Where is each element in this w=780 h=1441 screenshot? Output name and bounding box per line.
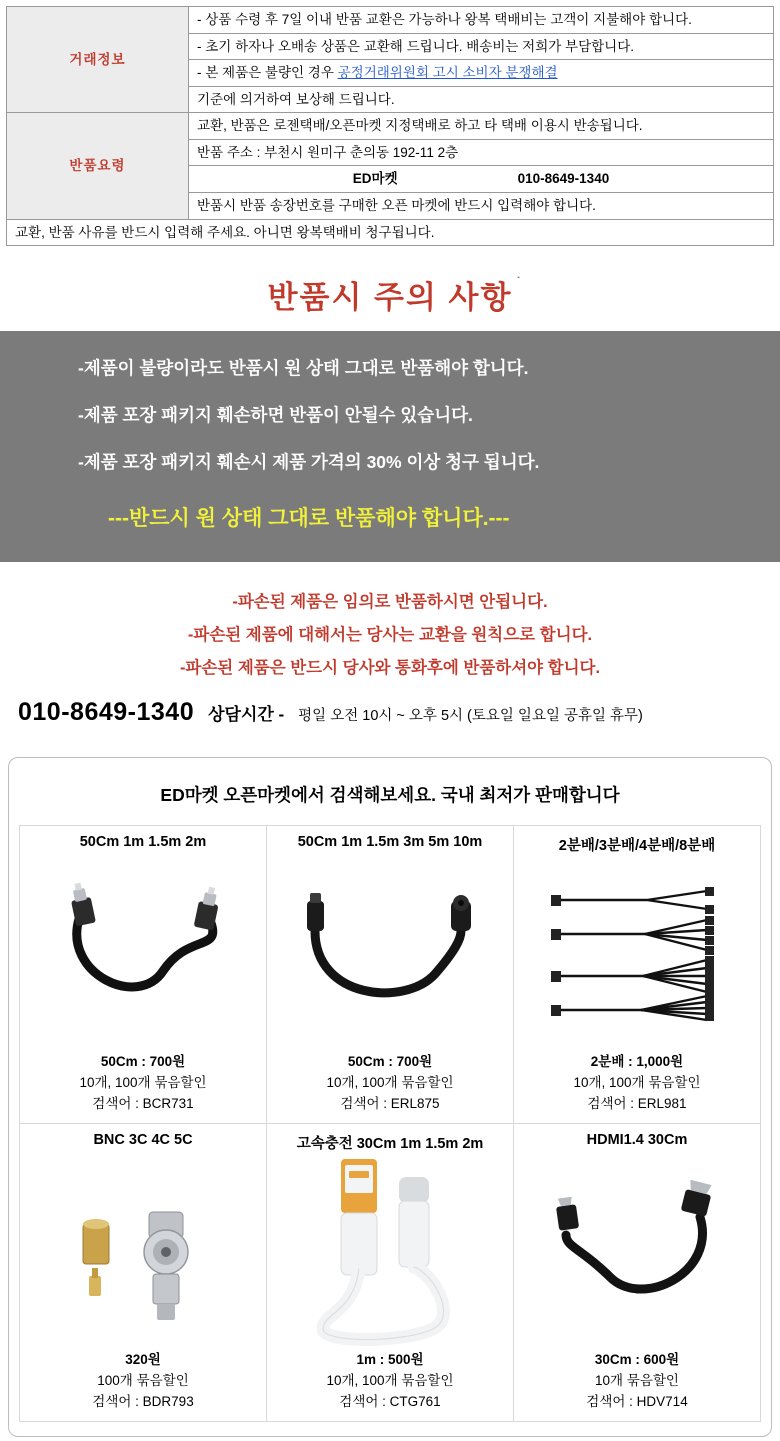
caution-note-2: -제품 포장 패키지 훼손하면 반품이 안될수 있습니다. — [78, 405, 473, 426]
product-title: 50Cm 1m 1.5m 2m — [79, 834, 207, 851]
contact-line — [18, 698, 780, 727]
return-policy-line-4: 교환, 반품 사유를 반드시 입력해 주세요. 아니면 왕복택배비 청구됩니다. — [7, 219, 774, 246]
product-cell-usb-c-cable[interactable] — [267, 1124, 514, 1422]
damage-warning-list — [0, 588, 780, 678]
product-keyword: 검색어 : BCR731 — [92, 1096, 194, 1112]
trade-info-line-2: - 초기 하자나 오배송 상품은 교환해 드립니다. 배송비는 저희가 부담합니다. — [189, 33, 774, 60]
caution-note-3: -제품 포장 패키지 훼손시 제품 가격의 30% 이상 청구 됩니다. — [78, 452, 540, 473]
product-price: 50Cm : 700원 — [100, 1054, 186, 1070]
return-policy-label: 반품요령 — [7, 113, 189, 219]
product-cell-dc-power-cable[interactable] — [267, 826, 514, 1124]
product-cell-dc-splitter[interactable] — [514, 826, 761, 1124]
product-title: HDMI1.4 30Cm — [586, 1132, 688, 1149]
product-price: 30Cm : 600원 — [594, 1352, 680, 1368]
product-title: 고속충전 30Cm 1m 1.5m 2m — [296, 1136, 484, 1153]
product-discount: 10개, 100개 묶음할인 — [573, 1075, 701, 1091]
product-grid — [19, 825, 761, 1422]
product-discount: 100개 묶음할인 — [97, 1373, 189, 1389]
shop-name: ED마켓 — [352, 171, 398, 187]
contact-hours: 평일 오전 10시 ~ 오후 5시 (토요일 일요일 공휴일 휴무) — [298, 708, 643, 725]
product-title: BNC 3C 4C 5C — [93, 1132, 193, 1149]
product-price: 1m : 500원 — [356, 1352, 424, 1368]
contact-label: 상담시간 - — [208, 705, 285, 725]
product-info — [573, 1052, 700, 1117]
product-panel-title: ED마켓 오픈마켓에서 검색해보세요. 국내 최저가 판매합니다 — [160, 785, 620, 806]
product-discount: 10개, 100개 묶음할인 — [79, 1075, 207, 1091]
shop-phone: 010-8649-1340 — [517, 171, 610, 187]
product-price: 320원 — [125, 1352, 161, 1368]
damage-warning-1: -파손된 제품은 임의로 반품하시면 안됩니다. — [232, 593, 548, 612]
product-info — [326, 1052, 453, 1117]
trade-info-line-4: 기준에 의거하여 보상해 드립니다. — [189, 86, 774, 113]
product-panel — [8, 757, 772, 1437]
caution-title-dot: ˙ — [516, 274, 523, 290]
product-keyword: 검색어 : CTG761 — [339, 1394, 441, 1410]
damage-warning-3: -파손된 제품은 반드시 당사와 통화후에 반품하셔야 합니다. — [179, 659, 601, 678]
product-title: 50Cm 1m 1.5m 3m 5m 10m — [297, 834, 483, 851]
product-cell-bnc-cable[interactable] — [20, 826, 267, 1124]
product-discount: 10개 묶음할인 — [595, 1373, 679, 1389]
product-discount: 10개, 100개 묶음할인 — [326, 1075, 454, 1091]
trade-info-line-1: - 상품 수령 후 7일 이내 반품 교환은 가능하나 왕복 택배비는 고객이 지불해야 합니다. — [189, 7, 774, 34]
contact-phone: 010-8649-1340 — [18, 698, 195, 727]
product-keyword: 검색어 : HDV714 — [586, 1394, 688, 1410]
caution-title-text: 반품시 주의 사항 — [267, 280, 513, 316]
product-info — [586, 1350, 687, 1415]
caution-note-1: -제품이 불량이라도 반품시 원 상태 그대로 반품해야 합니다. — [78, 358, 529, 379]
damage-warning-2: -파손된 제품에 대해서는 당사는 교환을 원칙으로 합니다. — [187, 626, 593, 645]
product-keyword: 검색어 : ERL875 — [340, 1096, 440, 1112]
trade-info-line-3 — [189, 60, 774, 87]
return-address-line: 반품 주소 : 부천시 원미구 춘의동 192-11 2층 — [189, 139, 774, 166]
trade-info-label: 거래정보 — [7, 7, 189, 113]
product-keyword: 검색어 : ERL981 — [587, 1096, 687, 1112]
product-discount: 10개, 100개 묶음할인 — [326, 1373, 454, 1389]
product-cell-hdmi-cable[interactable] — [514, 1124, 761, 1422]
product-price: 2분배 : 1,000원 — [590, 1054, 684, 1070]
product-info — [326, 1350, 453, 1415]
return-policy-line-3: 반품시 반품 송장번호를 구매한 오픈 마켓에 반드시 입력해야 합니다. — [189, 192, 774, 219]
return-shop-line — [189, 166, 774, 193]
hdmi-cable-icon — [518, 1153, 756, 1350]
product-title: 2분배/3분배/4분배/8분배 — [558, 838, 716, 855]
product-info — [92, 1350, 193, 1415]
return-policy-line-1: 교환, 반품은 로젠택배/오픈마켓 지정택배로 하고 타 택배 이용시 반송됩니다. — [189, 113, 774, 140]
fair-trade-link[interactable]: 공정거래위원회 고시 소비자 분쟁해결 — [337, 65, 558, 81]
caution-title — [0, 272, 780, 317]
caution-gray-box — [0, 331, 780, 562]
dc-splitter-icon — [518, 857, 756, 1052]
dc-power-cable-icon — [271, 855, 509, 1052]
trade-info-line-3-text: - 본 제품은 불량인 경우 — [197, 65, 338, 81]
product-price: 50Cm : 700원 — [347, 1054, 433, 1070]
bnc-cable-icon — [24, 855, 262, 1052]
bnc-connector-icon — [24, 1153, 262, 1350]
product-info — [79, 1052, 206, 1117]
caution-highlight: ---반드시 원 상태 그대로 반품해야 합니다.--- — [108, 507, 510, 531]
product-keyword: 검색어 : BDR793 — [92, 1394, 194, 1410]
product-cell-bnc-connector[interactable] — [20, 1124, 267, 1422]
usb-c-cable-icon — [271, 1155, 509, 1350]
trade-info-table — [6, 6, 774, 246]
